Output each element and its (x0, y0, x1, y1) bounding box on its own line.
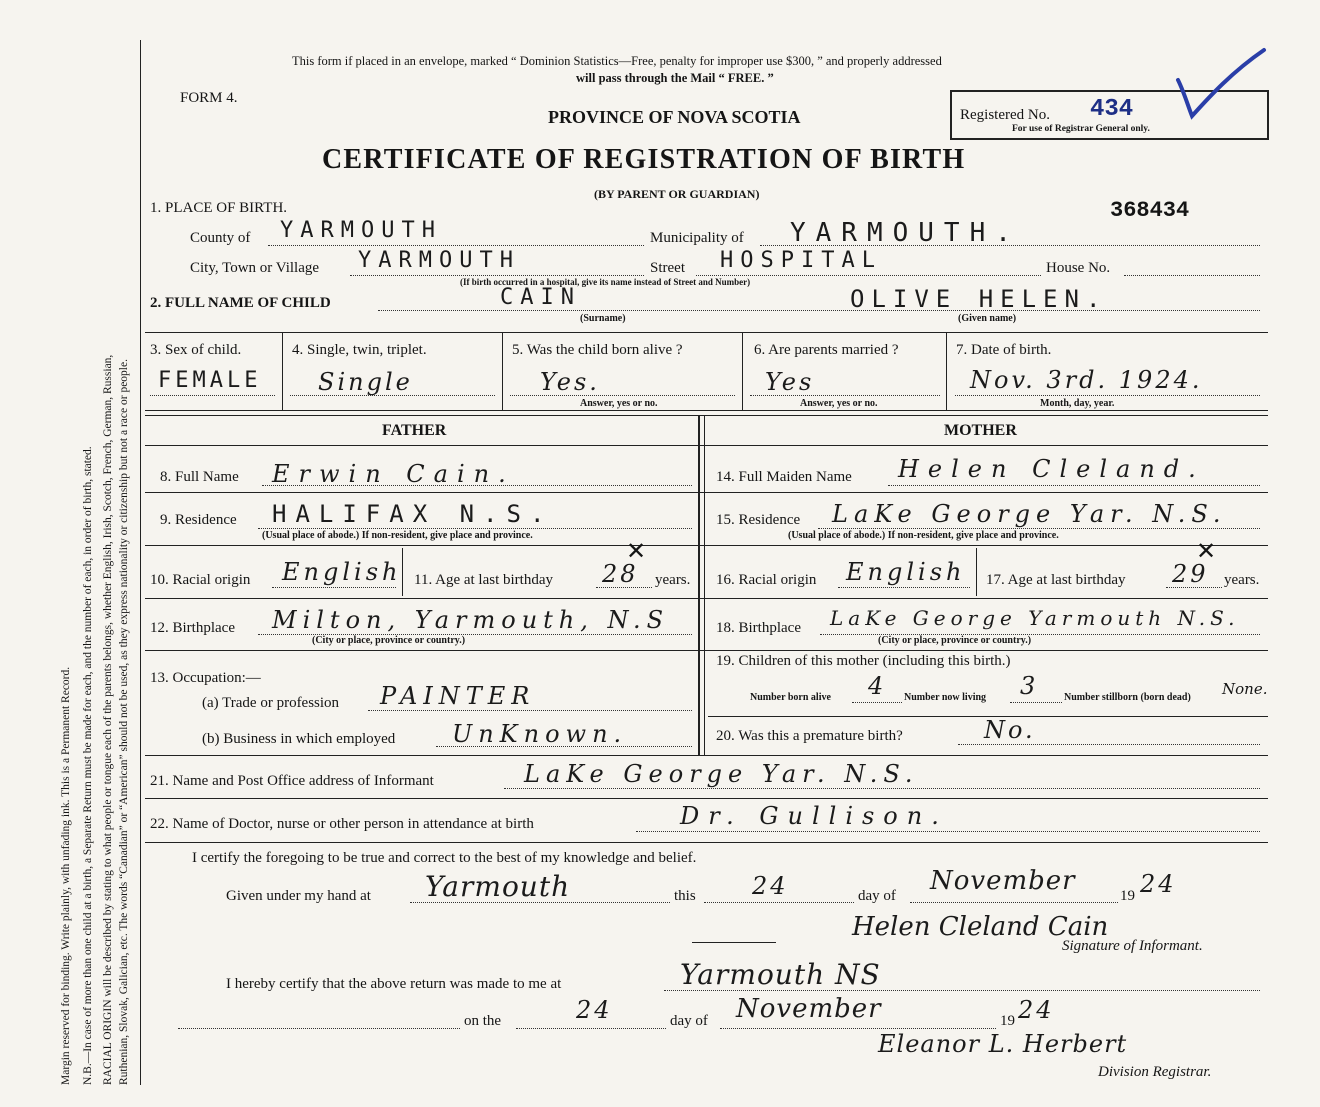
parents-center-divider-2 (704, 415, 705, 755)
row3-divider-1 (282, 332, 283, 410)
signature-divider (692, 942, 776, 943)
row12-rule (145, 650, 1268, 651)
mother-name-line (888, 485, 1260, 486)
mother-heading: MOTHER (944, 422, 1017, 439)
stillborn-count-value: None. (1222, 680, 1268, 698)
father-age-line (596, 587, 652, 588)
municipality-line (760, 245, 1260, 246)
registrar-day-line (516, 1028, 666, 1029)
city-label: City, Town or Village (190, 260, 320, 276)
father-age-label: 11. Age at last birthday (414, 572, 553, 588)
business-label: (b) Business in which employed (202, 731, 396, 747)
sex-value: FEMALE (158, 368, 262, 393)
parents-heading-rule (145, 445, 1268, 446)
mother-race-label: 16. Racial origin (716, 572, 817, 588)
trade-label: (a) Trade or profession (202, 695, 340, 711)
certify-statement: I certify the foregoing to be true and correct to the best of my knowledge and belief. (192, 850, 697, 866)
premature-label: 20. Was this a premature birth? (716, 728, 903, 744)
margin-note-racial-origin-1: RACIAL ORIGIN will be described by stating to what people or tongue each of the parents belongs, whether English, Irish, Scotch, French, German, Russian, (102, 354, 114, 1085)
page-title: CERTIFICATE OF REGISTRATION OF BIRTH (322, 144, 966, 175)
father-name-label: 8. Full Name (160, 469, 239, 485)
street-line (696, 275, 1041, 276)
date-of-birth-value: Nov. 3rd. 1924. (970, 366, 1203, 394)
informant-line (504, 788, 1260, 789)
mother-race-value: English (846, 558, 966, 586)
informant-signature: Helen Cleland Cain (852, 912, 1109, 942)
child-name-line (378, 310, 1260, 311)
occupation-label: 13. Occupation:— (150, 670, 261, 686)
mother-race-divider (976, 548, 977, 596)
registrar-place-value: Yarmouth NS (680, 958, 881, 991)
row3-top-rule (145, 332, 1268, 333)
plurality-line (290, 395, 495, 396)
mother-residence-line (818, 528, 1260, 529)
father-age-value: 28 (602, 560, 639, 588)
now-living-count-value: 3 (1020, 672, 1039, 700)
municipality-label: Municipality of (650, 230, 744, 246)
mother-race-line (838, 587, 970, 588)
date-of-birth-line (955, 395, 1260, 396)
parents-married-value: Yes (765, 368, 815, 396)
margin-note-binding: Margin reserved for binding. Write plainly, with unfading ink. This is a Permanent Record. (60, 666, 72, 1085)
plurality-value: Single (318, 368, 413, 396)
child-surname-value: CAIN (500, 285, 581, 310)
mother-birthplace-caption: (City or place, province or country.) (878, 635, 1032, 646)
now-living-count-line (1010, 702, 1062, 703)
father-race-label: 10. Racial origin (150, 572, 251, 588)
county-label: County of (190, 230, 251, 246)
parents-married-line (750, 395, 940, 396)
sex-label: 3. Sex of child. (150, 342, 242, 358)
check-mark-icon (1170, 44, 1270, 124)
registrar-month-value: November (736, 994, 882, 1024)
sex-line (150, 395, 275, 396)
mother-residence-label: 15. Residence (716, 512, 801, 528)
stillborn-count-label: Number stillborn (born dead) (1064, 692, 1191, 703)
father-race-value: English (282, 558, 402, 586)
margin-note-racial-origin-2: Ruthenian, Slovak, Galician, etc. The words “Canadian” or “American” should not be used, as they express nationality or citizenship but not a race or people. (118, 359, 130, 1085)
given-year-prefix: 19 (1120, 888, 1135, 904)
plurality-label: 4. Single, twin, triplet. (292, 342, 427, 358)
given-month-value: November (930, 866, 1076, 896)
doctor-line (636, 831, 1260, 832)
father-birthplace-value: Milton, Yarmouth, N.S (272, 606, 670, 634)
row3-bottom-rule (145, 410, 1268, 411)
county-line (268, 245, 644, 246)
registered-number-value: 434 (1090, 96, 1134, 123)
father-residence-label: 9. Residence (160, 512, 237, 528)
given-month-line (910, 902, 1118, 903)
child-name-label: 2. FULL NAME OF CHILD (150, 295, 331, 311)
father-residence-caption: (Usual place of abode.) If non-resident, give place and province. (262, 530, 533, 541)
signature-of-informant-caption: Signature of Informant. (1062, 938, 1203, 954)
row3-divider-2 (502, 332, 503, 410)
street-label: Street (650, 260, 685, 276)
father-residence-value: HALIFAX N.S. (272, 500, 554, 528)
born-alive-count-label: Number born alive (750, 692, 831, 703)
father-age-check-mark: ✕ (626, 539, 647, 565)
province-heading: PROVINCE OF NOVA SCOTIA (548, 107, 801, 127)
born-alive-label: 5. Was the child born alive ? (512, 342, 683, 358)
postal-note-1: This form if placed in an envelope, marked “ Dominion Statistics—Free, penalty for improper use $300, ” and properly addressed (292, 54, 942, 68)
row3-divider-4 (946, 332, 947, 410)
row10-rule (145, 598, 1268, 599)
mother-birthplace-value: LaKe George Yarmouth N.S. (830, 606, 1240, 630)
row3-divider-3 (742, 332, 743, 410)
registrar-place-line (664, 990, 1260, 991)
city-value: YARMOUTH (358, 248, 520, 273)
house-number-label: House No. (1046, 260, 1111, 276)
registrar-lead-line (178, 1028, 460, 1029)
postal-note-2: will pass through the Mail “ FREE. ” (576, 71, 774, 85)
father-race-line (272, 587, 396, 588)
mother-age-value: 29 (1172, 560, 1209, 588)
house-number-line (1124, 275, 1260, 276)
given-place-value: Yarmouth (425, 870, 571, 903)
business-value: UnKnown. (452, 720, 628, 748)
born-alive-count-value: 4 (868, 672, 887, 700)
county-value: YARMOUTH (280, 218, 442, 243)
given-name-caption: (Given name) (958, 313, 1017, 324)
municipality-value: YARMOUTH. (790, 218, 1021, 248)
parents-top-rule (145, 415, 1268, 416)
registrar-day-of-label: day of (670, 1013, 708, 1029)
given-under-hand-label: Given under my hand at (226, 888, 371, 904)
given-day-value: 24 (752, 872, 789, 900)
mother-residence-caption: (Usual place of abode.) If non-resident, give place and province. (788, 530, 1059, 541)
registrar-certify-statement: I hereby certify that the above return was made to me at (226, 976, 562, 992)
father-age-unit: years. (655, 572, 691, 588)
born-alive-line (510, 395, 735, 396)
mother-residence-value: LaKe George Yar. N.S. (832, 500, 1227, 528)
father-heading: FATHER (382, 422, 447, 439)
registered-number-label: Registered No. (960, 107, 1050, 123)
registrar-signature: Eleanor L. Herbert (878, 1030, 1128, 1058)
row21-rule (145, 798, 1268, 799)
surname-caption: (Surname) (580, 313, 626, 324)
row13-rule (145, 755, 1268, 756)
child-given-name-value: OLIVE HELEN. (850, 285, 1108, 313)
now-living-count-label: Number now living (904, 692, 987, 703)
born-alive-count-line (852, 702, 902, 703)
row9-rule (145, 545, 1268, 546)
doctor-value: Dr. Gullison. (680, 802, 948, 830)
doctor-label: 22. Name of Doctor, nurse or other person in attendance at birth (150, 816, 534, 832)
mother-age-label: 17. Age at last birthday (986, 572, 1126, 588)
date-of-birth-label: 7. Date of birth. (956, 342, 1052, 358)
mother-age-unit: years. (1224, 572, 1260, 588)
registrar-year-value: 24 (1018, 996, 1055, 1024)
registered-number-note: For use of Registrar General only. (1012, 124, 1150, 134)
page-subtitle: (BY PARENT OR GUARDIAN) (594, 187, 760, 201)
given-day-line (704, 902, 854, 903)
father-residence-line (258, 528, 692, 529)
row8-rule (145, 492, 1268, 493)
place-of-birth-label: 1. PLACE OF BIRTH. (150, 200, 288, 216)
given-place-line (410, 902, 670, 903)
trade-line (368, 710, 692, 711)
father-name-value: Erwin Cain. (272, 460, 515, 488)
given-day-of-label: day of (858, 888, 896, 904)
mother-age-line (1166, 587, 1222, 588)
on-the-label: on the (464, 1013, 502, 1029)
margin-note-separate-return: N.B.—In case of more than one child at a birth, a Separate Return must be made for each, and the number of each, in order of birth, stated. (82, 446, 94, 1085)
premature-value: No. (984, 716, 1036, 744)
born-alive-value: Yes. (540, 368, 600, 396)
parents-married-caption: Answer, yes or no. (800, 398, 878, 409)
city-line (350, 275, 644, 276)
mother-name-value: Helen Cleland. (898, 455, 1205, 483)
mother-age-check-mark: ✕ (1196, 539, 1217, 565)
trade-value: PAINTER (380, 682, 536, 710)
registrar-year-prefix: 19 (1000, 1013, 1015, 1029)
parents-married-label: 6. Are parents married ? (754, 342, 899, 358)
registrar-month-line (720, 1028, 996, 1029)
given-year-value: 24 (1140, 870, 1177, 898)
children-of-mother-label: 19. Children of this mother (including this birth.) (716, 653, 1011, 669)
street-value: HOSPITAL (720, 248, 882, 273)
date-of-birth-caption: Month, day, year. (1040, 398, 1115, 409)
row22-rule (145, 842, 1268, 843)
serial-number: 368434 (1110, 198, 1190, 223)
informant-value: LaKe George Yar. N.S. (524, 760, 919, 788)
parents-center-divider (698, 415, 700, 755)
margin-rule (140, 40, 141, 1085)
form-number: FORM 4. (180, 90, 238, 106)
hospital-note: (If birth occurred in a hospital, give its name instead of Street and Number) (460, 277, 751, 287)
father-birthplace-label: 12. Birthplace (150, 620, 235, 636)
born-alive-caption: Answer, yes or no. (580, 398, 658, 409)
this-label: this (674, 888, 696, 904)
business-line (436, 746, 692, 747)
registrar-day-value: 24 (576, 996, 613, 1024)
mother-name-label: 14. Full Maiden Name (716, 469, 852, 485)
premature-line (958, 744, 1260, 745)
division-registrar-caption: Division Registrar. (1098, 1064, 1212, 1080)
father-race-divider (402, 548, 403, 596)
mother-birthplace-label: 18. Birthplace (716, 620, 801, 636)
informant-label: 21. Name and Post Office address of Informant (150, 773, 434, 789)
father-birthplace-caption: (City or place, province or country.) (312, 635, 466, 646)
father-name-line (262, 485, 692, 486)
